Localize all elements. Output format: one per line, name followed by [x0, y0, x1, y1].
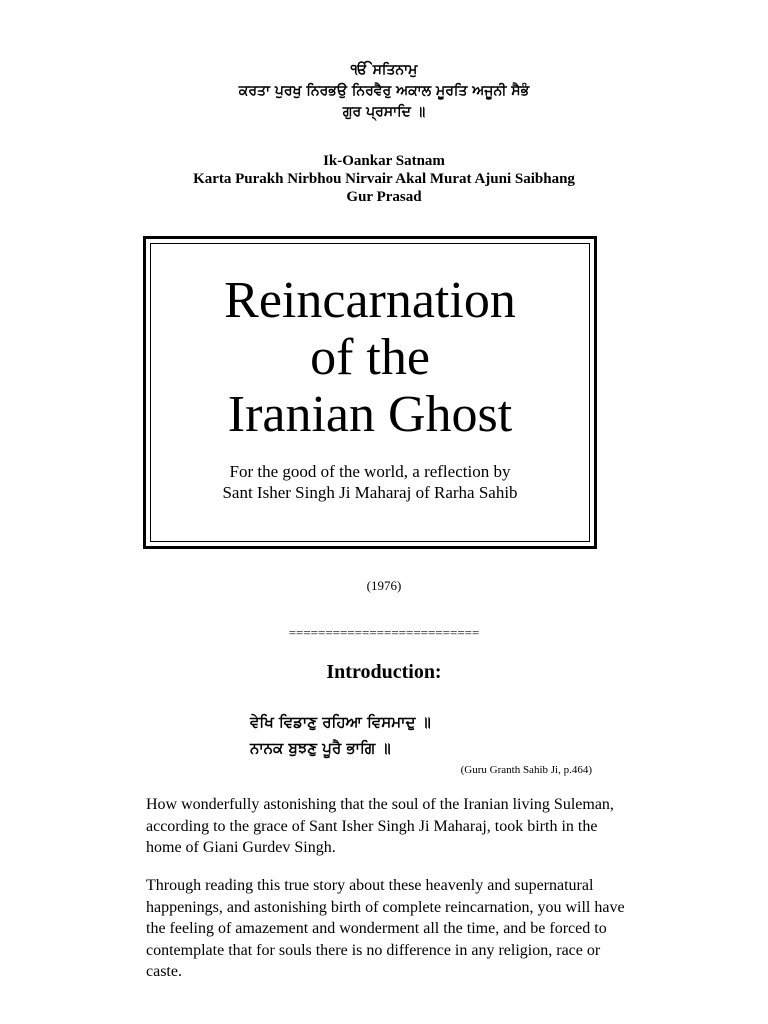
verse-line-2: ਨਾਨਕ ਬੁਝਣੁ ਪੂਰੈ ਭਾਗਿ ॥	[250, 739, 391, 757]
gurmukhi-invocation	[0, 60, 768, 123]
roman-line-1: Ik-Oankar Satnam	[323, 153, 445, 169]
publication-year: (1976)	[366, 578, 402, 593]
intro-paragraph-1: How wonderfully astonishing that the soul of the Iranian living Suleman, according to the grace of Sant Isher Singh Ji Maharaj, took birth in the home of Giani Gurdev Singh.	[146, 796, 614, 856]
title-box	[143, 236, 597, 549]
gurmukhi-line-2: ਕਰਤਾ ਪੁਰਖੁ ਨਿਰਭਉ ਨਿਰਵੈਰੁ ਅਕਾਲ ਮੂਰਤਿ ਅਜੂਨੀ ਸੈਭੰ	[238, 83, 530, 99]
intro-paragraph-2: Through reading this true story about these heavenly and supernatural happenings, and astonishing birth of complete reincarnation, you will have the feeling of amazement and wonderment all the time, and be forced to contemplate that for souls there is no difference in any religion, race or caste.	[146, 877, 625, 980]
introduction-heading: Introduction:	[326, 661, 442, 683]
roman-invocation	[0, 152, 768, 206]
title-line-2: of the	[310, 329, 430, 386]
gurmukhi-line-3: ਗੁਰ ਪ੍ਰਸਾਦਿ ॥	[342, 104, 426, 120]
verse-citation: (Guru Granth Sahib Ji, p.464)	[460, 764, 592, 776]
title-line-1: Reincarnation	[224, 272, 516, 329]
section-divider: ==========================	[288, 625, 480, 640]
subtitle-line-2: Sant Isher Singh Ji Maharaj of Rarha Sahib	[222, 483, 518, 502]
roman-line-2: Karta Purakh Nirbhou Nirvair Akal Murat Ajuni Saibhang	[193, 171, 575, 187]
book-subtitle	[151, 461, 589, 503]
title-box-inner	[150, 243, 590, 542]
gurmukhi-line-1: ੴ ਸਤਿਨਾਮੁ	[350, 62, 418, 78]
book-title	[151, 244, 589, 443]
title-line-3: Iranian Ghost	[227, 386, 513, 443]
roman-line-3: Gur Prasad	[346, 189, 422, 205]
subtitle-line-1: For the good of the world, a reflection by	[229, 462, 511, 481]
verse-line-1: ਵੇਖਿ ਵਿਡਾਣੁ ਰਹਿਆ ਵਿਸਮਾਦੁ ॥	[250, 713, 431, 731]
scripture-verse	[250, 709, 431, 761]
